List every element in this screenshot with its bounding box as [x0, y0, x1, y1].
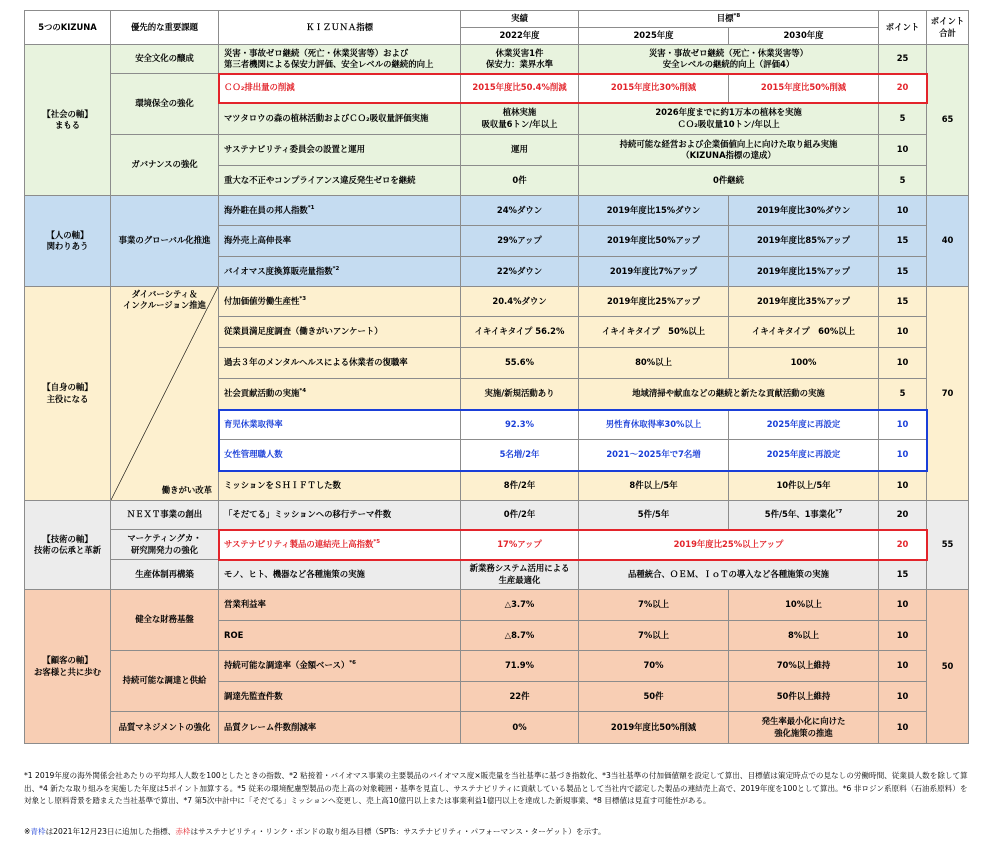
target-merged-cell: 地域清掃や献血などの継続と新たな貢献活動の実施 — [579, 379, 879, 410]
indicator-note: *4 — [299, 388, 307, 395]
indicator-cell: 営業利益率 — [219, 590, 461, 621]
target-2025-cell: 8件以上/5年 — [579, 471, 729, 501]
target-2030-cell: 2019年度比35%アップ — [729, 287, 879, 317]
actual-cell: イキイキタイプ 56.2% — [461, 317, 579, 348]
target-2030-cell: 発生率最小化に向けた 強化施策の推進 — [729, 712, 879, 744]
indicator-note: *1 — [307, 205, 315, 212]
table-row — [25, 74, 969, 103]
points-cell: 15 — [879, 226, 927, 257]
header-actual: 実績 — [461, 11, 579, 28]
kizuna-tech: 【技術の軸】 技術の伝承と革新 — [25, 501, 111, 590]
header-target-2025: 2025年度 — [579, 28, 729, 45]
indicator-cell: 海外売上高伸長率 — [219, 226, 461, 257]
actual-cell: 2015年度比50.4%削減 — [461, 74, 579, 103]
target-2025-cell: 80%以上 — [579, 348, 729, 379]
indicator-cell: マツタロウの森の植林活動およびＣＯ₂吸収量評価実施 — [219, 103, 461, 135]
points-total-social: 65 — [927, 45, 969, 196]
header-target — [579, 11, 879, 28]
legend-red-word: 赤枠 — [175, 827, 191, 836]
diagonal-divider — [111, 287, 218, 500]
actual-cell: 71.9% — [461, 651, 579, 682]
target-2025-cell: 7%以上 — [579, 590, 729, 621]
header-issue: 優先的な重要課題 — [111, 11, 219, 45]
actual-cell: 0件/2年 — [461, 501, 579, 530]
issue-cell: 事業のグローバル化推進 — [111, 196, 219, 287]
indicator-cell — [219, 379, 461, 410]
indicator-cell: 従業員満足度調査（働きがいアンケート） — [219, 317, 461, 348]
indicator-note: *6 — [349, 660, 356, 667]
actual-cell: 0% — [461, 712, 579, 744]
kizuna-self: 【自身の軸】 主役になる — [25, 287, 111, 501]
indicator-cell: 品質クレーム件数削減率 — [219, 712, 461, 744]
target-merged-cell: 2026年度までに約1万本の植林を実施 ＣＯ₂吸収量10トン/年以上 — [579, 103, 879, 135]
actual-cell: 29%アップ — [461, 226, 579, 257]
actual-cell: 24%ダウン — [461, 196, 579, 226]
indicator-cell: 女性管理職人数 — [219, 440, 461, 471]
target-2030-cell — [729, 501, 879, 530]
target-2025-cell: 2019年度比15%ダウン — [579, 196, 729, 226]
indicator-cell: ROE — [219, 621, 461, 651]
points-cell: 10 — [879, 682, 927, 712]
indicator-label: 付加価値労働生産性 — [224, 295, 300, 306]
kizuna-people: 【人の軸】 関わりあう — [25, 196, 111, 287]
issue-cell: 安全文化の醸成 — [111, 45, 219, 74]
header-row-1 — [25, 11, 969, 28]
issue-diagonal-cell — [111, 287, 219, 501]
target-2025-cell: 2015年度比30%削減 — [579, 74, 729, 103]
actual-cell: △3.7% — [461, 590, 579, 621]
issue-cell: ＮＥＸＴ事業の創出 — [111, 501, 219, 530]
issue-cell: 持続可能な調達と供給 — [111, 651, 219, 712]
indicator-cell: サステナビリティ委員会の設置と運用 — [219, 135, 461, 166]
target-merged-cell: 災害・事故ゼロ継続（死亡・休業災害等） 安全レベルの継続的向上（評価4） — [579, 45, 879, 74]
target-2030-note: *7 — [835, 509, 843, 516]
target-2030-cell: 10%以上 — [729, 590, 879, 621]
indicator-note: *2 — [332, 266, 340, 273]
points-cell: 10 — [879, 440, 927, 471]
indicator-cell: 災害・事故ゼロ継続（死亡・休業災害等）および 第三者機関による保安力評価、安全レベルの継続的向上 — [219, 45, 461, 74]
table-row — [25, 196, 969, 226]
issue-diversity: ダイバーシティ＆ インクルージョン推進 — [123, 289, 206, 311]
indicator-cell: 過去３年のメンタルヘルスによる休業者の復職率 — [219, 348, 461, 379]
table-row — [25, 45, 969, 74]
indicator-cell: 重大な不正やコンプライアンス違反発生ゼロを継続 — [219, 166, 461, 196]
target-2030-cell: 8%以上 — [729, 621, 879, 651]
header-target-label: 目標 — [716, 13, 734, 24]
footnotes: *1 2019年度の海外関係会社あたりの平均邦人人数を100としたときの指数、*2 粘接着・バイオマス事業の主要製品のバイオマス度×販売量を当社基準に基づき指数化、*3当社基準の付加価値額を設定して算出、目標値は策定時点での見なしの労働時間、従業員人数を除して算出、*4 新たな取り組みを実施した年度は5ポイント加算する。*5 従来の環境配慮型製品の売上高の対象範囲・基準を見直し、サステナビリティに貢献している製品として当社内で認定した製品の連結売上高で、2019年度を100として算出。*6 非ロジン系原料（石油系原料）を対象とし原料背景を踏まえた当社基準で算出、*7 第5次中計中に「そだてる」ミッションへ変更し、売上高10億円以上または事業利益1億円以上を達成した新規事業、*8 目標値は見直す可能性がある。 — [24, 771, 968, 806]
target-2030-cell: 2025年度に再設定 — [729, 440, 879, 471]
target-merged-cell: 品種統合、ＯＥＭ、ＩｏＴの導入など各種施策の実施 — [579, 560, 879, 590]
header-points: ポイント — [879, 11, 927, 45]
header-kizuna: 5つのKIZUNA — [25, 11, 111, 45]
target-merged-cell: 持続可能な経営および企業価値向上に向けた取り組み実施 （KIZUNA指標の達成） — [579, 135, 879, 166]
actual-cell: 8件/2年 — [461, 471, 579, 501]
target-2030-cell: 2019年度比30%ダウン — [729, 196, 879, 226]
target-2025-cell: 2019年度比50%アップ — [579, 226, 729, 257]
target-2025-cell: 7%以上 — [579, 621, 729, 651]
target-2030-cell: 2015年度比50%削減 — [729, 74, 879, 103]
points-total-tech: 55 — [927, 501, 969, 590]
points-cell: 15 — [879, 560, 927, 590]
actual-cell: 55.6% — [461, 348, 579, 379]
legend-blue-word: 青枠 — [30, 827, 46, 836]
target-2030-cell: 50件以上維持 — [729, 682, 879, 712]
actual-cell: △8.7% — [461, 621, 579, 651]
kizuna-social: 【社会の軸】 まもる — [25, 45, 111, 196]
issue-cell: 環境保全の強化 — [111, 74, 219, 135]
actual-cell: 22件 — [461, 682, 579, 712]
indicator-cell: 調達先監査件数 — [219, 682, 461, 712]
indicator-cell — [219, 287, 461, 317]
table-row — [25, 287, 969, 317]
target-2030-cell: 2025年度に再設定 — [729, 410, 879, 440]
header-target-note: *8 — [733, 13, 741, 20]
issue-cell: ガバナンスの強化 — [111, 135, 219, 196]
points-cell: 10 — [879, 348, 927, 379]
actual-cell: 休業災害1件 保安力：業界水準 — [461, 45, 579, 74]
actual-cell: 実施/新規活動あり — [461, 379, 579, 410]
points-cell: 15 — [879, 257, 927, 287]
points-cell: 20 — [879, 530, 927, 560]
indicator-cell: 育児休業取得率 — [219, 410, 461, 440]
indicator-cell — [219, 196, 461, 226]
points-cell: 10 — [879, 621, 927, 651]
indicator-label: 持続可能な調達率（金額ベース） — [224, 660, 350, 671]
indicator-cell — [219, 257, 461, 287]
points-cell: 10 — [879, 410, 927, 440]
table-row — [25, 530, 969, 560]
actual-cell: 0件 — [461, 166, 579, 196]
points-cell: 15 — [879, 287, 927, 317]
target-2025-cell: 2019年度比7%アップ — [579, 257, 729, 287]
target-merged-cell: 2019年度比25%以上アップ — [579, 530, 879, 560]
actual-cell: 5名増/2年 — [461, 440, 579, 471]
points-total-people: 40 — [927, 196, 969, 287]
issue-cell: 健全な財務基盤 — [111, 590, 219, 651]
issue-cell: マーケティングカ・ 研究開発力の強化 — [111, 530, 219, 560]
actual-cell: 22%ダウン — [461, 257, 579, 287]
points-cell: 10 — [879, 135, 927, 166]
table-row — [25, 501, 969, 530]
diagonal-line — [111, 287, 218, 500]
target-2025-cell: 50件 — [579, 682, 729, 712]
indicator-note: *3 — [299, 296, 307, 303]
indicator-cell: モノ、ヒト、機器など各種施策の実施 — [219, 560, 461, 590]
points-cell: 5 — [879, 166, 927, 196]
points-cell: 5 — [879, 103, 927, 135]
target-2030-cell: イキイキタイプ 60%以上 — [729, 317, 879, 348]
points-cell: 10 — [879, 590, 927, 621]
kizuna-customer: 【顧客の軸】 お客様と共に歩む — [25, 590, 111, 744]
table-row — [25, 590, 969, 621]
indicator-label: 社会貢献活動の実施 — [224, 388, 300, 399]
table-row — [25, 135, 969, 166]
actual-cell: 新業務システム活用による 生産最適化 — [461, 560, 579, 590]
header-indicator: ＫＩＺＵＮＡ指標 — [219, 11, 461, 45]
points-cell: 25 — [879, 45, 927, 74]
indicator-cell: ＣＯ₂排出量の削減 — [219, 74, 461, 103]
indicator-label: バイオマス度換算販売量指数 — [224, 265, 333, 276]
points-cell: 20 — [879, 74, 927, 103]
frame-legend — [24, 826, 968, 837]
kizuna-indicator-table — [24, 10, 969, 744]
points-cell: 10 — [879, 471, 927, 501]
kizuna-indicator-table-container — [24, 10, 968, 744]
indicator-cell — [219, 530, 461, 560]
table-row — [25, 712, 969, 744]
points-total-customer: 50 — [927, 590, 969, 744]
target-2025-cell: 70% — [579, 651, 729, 682]
issue-work-reform: 働きがい改革 — [161, 484, 212, 495]
legend-mid: は2021年12月23日に追加した指標、 — [45, 827, 176, 836]
header-points-total: ポイント 合計 — [927, 11, 969, 45]
actual-cell: 20.4%ダウン — [461, 287, 579, 317]
points-cell: 10 — [879, 651, 927, 682]
target-2025-cell: 2019年度比50%削減 — [579, 712, 729, 744]
points-cell: 10 — [879, 317, 927, 348]
indicator-note: *5 — [373, 539, 381, 546]
target-2030-cell: 100% — [729, 348, 879, 379]
target-2030-cell: 10件以上/5年 — [729, 471, 879, 501]
actual-cell: 植林実施 吸収量6トン/年以上 — [461, 103, 579, 135]
target-2025-cell: イキイキタイプ 50%以上 — [579, 317, 729, 348]
legend-suffix: はサステナビリティ・リンク・ボンドの取り組み目標（SPTs：サステナビリティ・パフォーマンス・ターゲット）を示す。 — [190, 827, 606, 836]
points-cell: 20 — [879, 501, 927, 530]
target-2025-cell: 5件/5年 — [579, 501, 729, 530]
table-row — [25, 560, 969, 590]
target-2030-cell: 2019年度比15%アップ — [729, 257, 879, 287]
indicator-label: サステナビリティ製品の連結売上高指数 — [224, 538, 374, 549]
indicator-cell — [219, 651, 461, 682]
header-actual-year: 2022年度 — [461, 28, 579, 45]
points-cell: 10 — [879, 712, 927, 744]
target-2030-cell: 2019年度比85%アップ — [729, 226, 879, 257]
target-2030-label: 5件/5年、1事業化 — [764, 509, 836, 520]
indicator-cell: ミッションをＳＨＩＦＴした数 — [219, 471, 461, 501]
issue-cell: 生産体制再構築 — [111, 560, 219, 590]
points-cell: 5 — [879, 379, 927, 410]
actual-cell: 17%アップ — [461, 530, 579, 560]
target-2025-cell: 2019年度比25%アップ — [579, 287, 729, 317]
points-cell: 10 — [879, 196, 927, 226]
target-2025-cell: 2021～2025年で7名増 — [579, 440, 729, 471]
header-target-2030: 2030年度 — [729, 28, 879, 45]
target-2025-cell: 男性育休取得率30%以上 — [579, 410, 729, 440]
actual-cell: 92.3% — [461, 410, 579, 440]
indicator-label: 海外駐在員の邦人指数 — [224, 204, 308, 215]
points-total-self: 70 — [927, 287, 969, 501]
target-merged-cell: 0件継続 — [579, 166, 879, 196]
target-2030-cell: 70%以上維持 — [729, 651, 879, 682]
issue-cell: 品質マネジメントの強化 — [111, 712, 219, 744]
table-row — [25, 651, 969, 682]
legend-prefix: ※ — [24, 827, 31, 836]
actual-cell: 運用 — [461, 135, 579, 166]
indicator-cell: 「そだてる」ミッションへの移行テーマ件数 — [219, 501, 461, 530]
